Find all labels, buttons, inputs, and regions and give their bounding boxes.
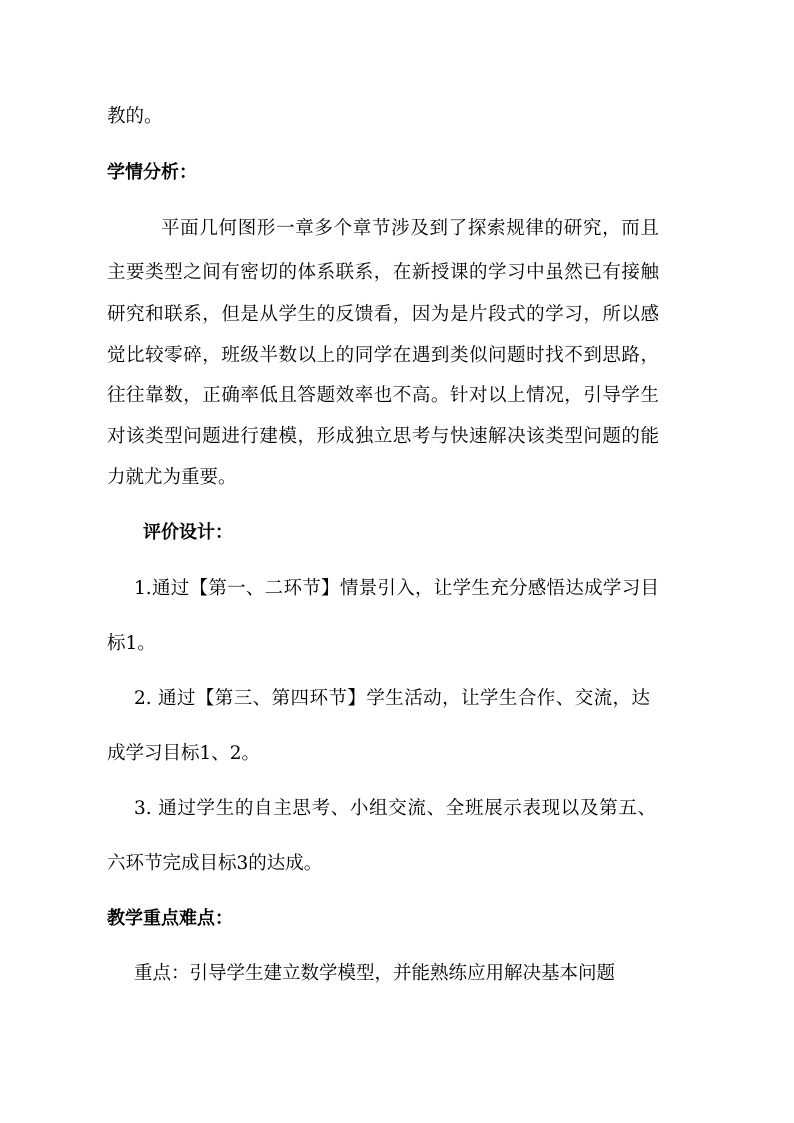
key-points-focus: 重点：引导学生建立数学模型，并能熟练应用解决基本问题: [134, 963, 616, 984]
analysis-line-4: 觉比较零碎，班级半数以上的同学在遇到类似问题时找不到思路，: [107, 345, 659, 366]
analysis-line-7: 力就尤为重要。: [107, 467, 237, 488]
evaluation-item-3-line-2: 六环节完成目标3的达成。: [107, 853, 323, 874]
key-points-heading: 教学重点难点：: [107, 908, 233, 929]
evaluation-item-1-line-2: 标1。: [107, 633, 156, 654]
evaluation-item-2-line-2: 成学习目标1、2。: [107, 743, 261, 764]
analysis-line-1: 平面几何图形一章多个章节涉及到了探索规律的研究，而且: [161, 218, 659, 239]
evaluation-item-3-line-1: 3. 通过学生的自主思考、小组交流、全班展示表现以及第五、: [134, 798, 656, 819]
intro-tail-text: 教的。: [107, 106, 163, 127]
analysis-heading: 学情分析：: [107, 162, 197, 183]
analysis-line-5: 往往靠数，正确率低且答题效率也不高。针对以上情况，引导学生: [107, 385, 659, 406]
evaluation-heading: 评价设计：: [143, 522, 233, 543]
analysis-line-3: 研究和联系，但是从学生的反馈看，因为是片段式的学习，所以感: [107, 304, 659, 325]
evaluation-item-1-line-1: 1.通过【第一、二环节】情景引入，让学生充分感悟达成学习目: [134, 578, 659, 599]
analysis-line-6: 对该类型问题进行建模，形成独立思考与快速解决该类型问题的能: [107, 426, 659, 447]
analysis-line-2: 主要类型之间有密切的体系联系，在新授课的学习中虽然已有接触: [107, 262, 659, 283]
evaluation-item-2-line-1: 2. 通过【第三、第四环节】学生活动，让学生合作、交流，达: [134, 688, 650, 709]
